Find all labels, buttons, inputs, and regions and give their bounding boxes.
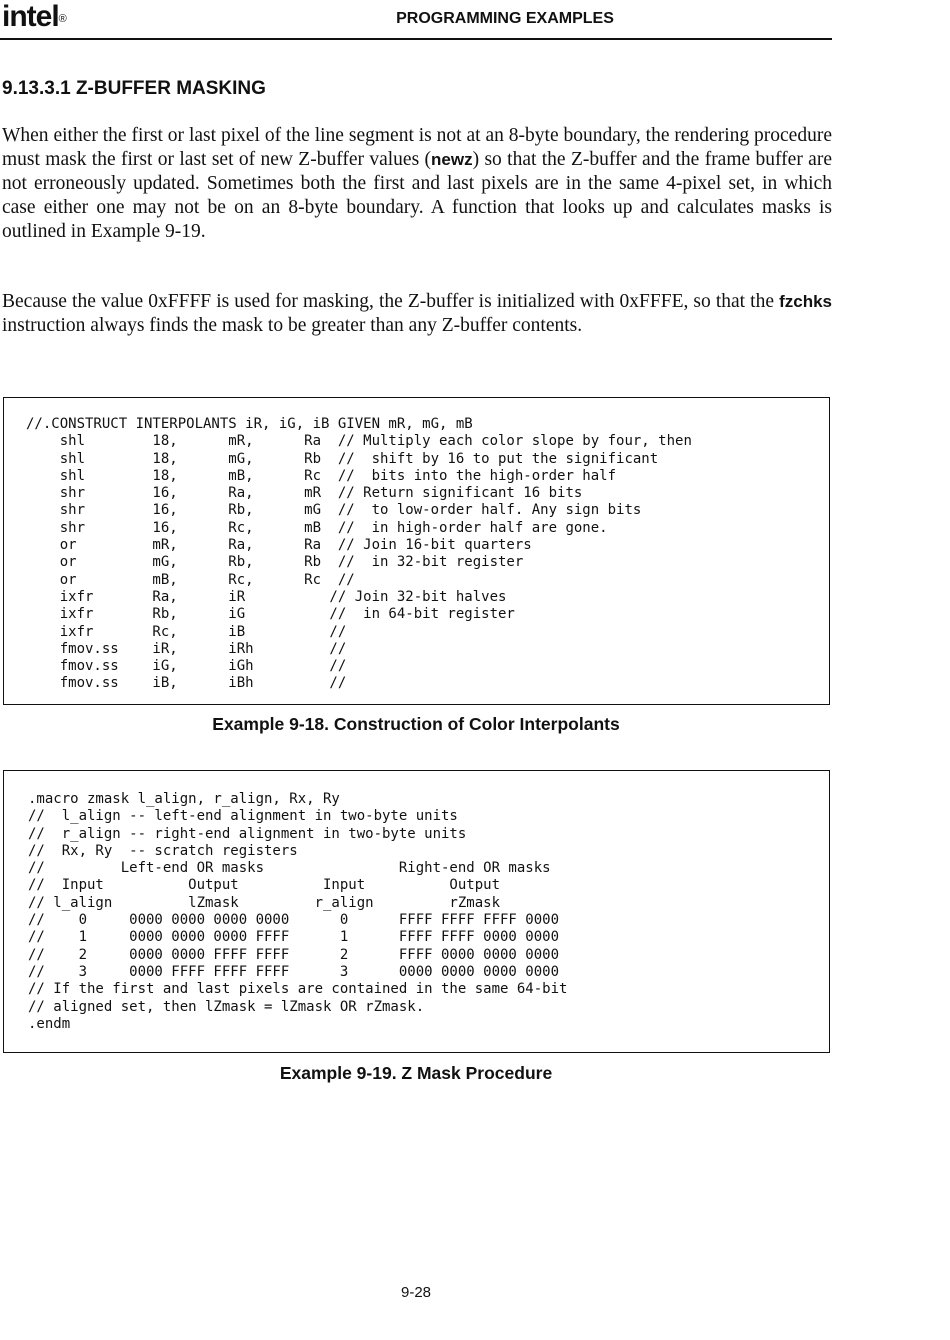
paragraph-2-text-b: instruction always finds the mask to be greater than any Z-buffer contents. (2, 315, 583, 336)
term-newz: newz (431, 150, 473, 169)
example-caption-9-19: Example 9-19. Z Mask Procedure (279, 1063, 553, 1083)
code-block-9-19: .macro zmask l_align, r_align, Rx, Ry // l_align -- left-end alignment in two-byte units // r_align -- right-end alignment in two-byte units // Rx, Ry -- scratch registers // Left-end OR masks Right-end OR masks // Input Output Input Output // l_align lZmask r_align rZmask // 0 0000 0000 0000 0000 0 FFFF FFFF FFFF 0000 // 1 0000 0000 0000 FFFF 1 FFFF FFFF 0000 0000 // 2 0000 0000 FFFF FFFF 2 FFFF 0000 0000 0000 // 3 0000 FFFF FFFF FFFF 3 0000 0000 0000 0000 // If the first and last pixels are contained in the same 64-bit // aligned set, then lZmask = lZmask OR rZmask. .endm (28, 791, 568, 1032)
paragraph-1-text-b: ) so that the Z-buffer and the frame buffer are not erroneously updated. Sometimes both the first and last pixels are in the same 4-pixel set, in which case either one may not be on an 8-byte boundary. A function that looks up and calculates masks is outlined in Example 9-19. (2, 149, 832, 242)
paragraph-2-text-a: Because the value 0xFFFF is used for masking, the Z-buffer is initialized with 0xFFFE, so that the (2, 291, 780, 312)
term-fzchks: fzchks (779, 292, 832, 311)
logo-text: intel (2, 0, 59, 33)
code-block-9-18: //.CONSTRUCT INTERPOLANTS iR, iG, iB GIVEN mR, mG, mB shl 18, mR, Ra // Multiply each color slope by four, then shl 18, mG, Rb // shift by 16 to put the significant shl 18, mB, Rc // bits into the high-order half shr 16, Ra, mR // Return significant 16 bits shr 16, Rb, mG // to low-order half. Any sign bits shr 16, Rc, mB // in high-order half are gone. or mR, Ra, Ra // Join 16-bit quarters or mG, Rb, Rb // in 32-bit register or mB, Rc, Rc // ixfr Ra, iR // Join 32-bit halves ixfr Rb, iG // in 64-bit register ixfr Rc, iB // fmov.ss iR, iRh // fmov.ss iG, iGh // fmov.ss iB, iBh // (26, 416, 692, 692)
paragraph-masking-intro (2, 124, 832, 244)
header-divider (0, 38, 832, 40)
paragraph-mask-value (2, 290, 832, 338)
paragraph-1-text-a: When either the first or last pixel of the line segment is not at an 8-byte boundary, the rendering procedure must mask the first or last set of new Z-buffer values ( (2, 125, 832, 170)
running-header-title: PROGRAMMING EXAMPLES (396, 10, 614, 27)
example-caption-9-18: Example 9-18. Construction of Color Interpolants (212, 714, 620, 734)
registered-mark: ® (58, 13, 66, 25)
code-listing-color-interpolants (3, 397, 830, 705)
page-number: 9-28 (400, 1284, 432, 1301)
code-listing-z-mask (3, 770, 830, 1053)
intel-logo (2, 2, 66, 32)
section-heading: 9.13.3.1 Z-BUFFER MASKING (2, 78, 266, 99)
